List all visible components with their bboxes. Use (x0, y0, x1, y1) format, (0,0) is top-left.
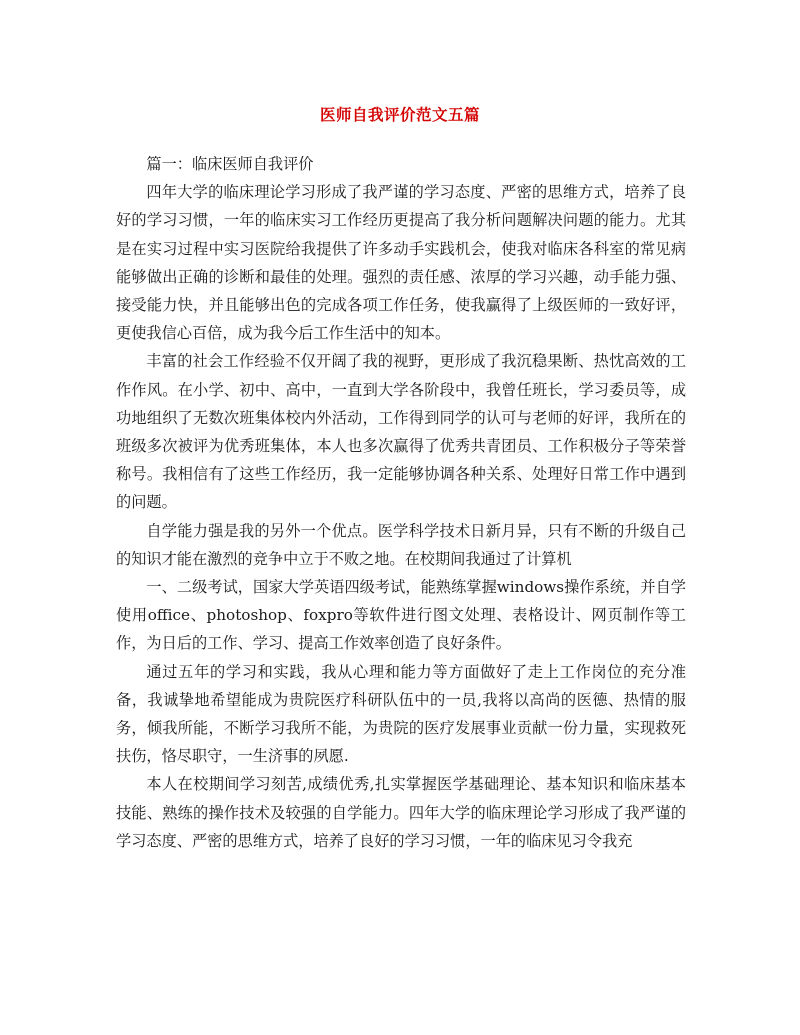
document-title: 医师自我评价范文五篇 (319, 105, 480, 124)
document-body (116, 150, 686, 855)
paragraph: 四年大学的临床理论学习形成了我严谨的学习态度、严密的思维方式，培养了良好的学习习惯，一年的临床实习工作经历更提高了我分析问题解决问题的能力。尤其是在实习过程中实习医院给我提供了许多动手实践机会，使我对临床各科室的常见病能够做出正确的诊断和最佳的处理。强烈的责任感、浓厚的学习兴趣，动手能力强、接受能力快，并且能够出色的完成各项工作任务，使我赢得了上级医师的一致好评，更使我信心百倍，成为我今后工作生活中的知本。 (116, 183, 686, 343)
paragraph: 自学能力强是我的另外一个优点。医学科学技术日新月异，只有不断的升级自己的知识才能在激烈的竞争中立于不败之地。在校期间我通过了计算机 (116, 521, 686, 568)
paragraph: 本人在校期间学习刻苦,成绩优秀,扎实掌握医学基础理论、基本知识和临床基本技能、熟练的操作技术及较强的自学能力。四年大学的临床理论学习形成了我严谨的学习态度、严密的思维方式，培养了良好的学习习惯，一年的临床见习令我充 (116, 775, 686, 850)
paragraph: 通过五年的学习和实践，我从心理和能力等方面做好了走上工作岗位的充分准备，我诚挚地希望能成为贵院医疗科研队伍中的一员,我将以高尚的医德、热情的服务，倾我所能，不断学习我所不能，为贵院的医疗发展事业贡献一份力量，实现救死扶伤，恪尽职守，一生济事的夙愿. (116, 662, 686, 766)
section-heading: 篇一：临床医师自我评价 (146, 155, 314, 173)
paragraph: 丰富的社会工作经验不仅开阔了我的视野，更形成了我沉稳果断、热忱高效的工作作风。在小学、初中、高中，一直到大学各阶段中，我曾任班长，学习委员等，成功地组织了无数次班集体校内外活动，工作得到同学的认可与老师的好评，我所在的班级多次被评为优秀班集体，本人也多次赢得了优秀共青团员、工作积极分子等荣誉称号。我相信有了这些工作经历，我一定能够协调各种关系、处理好日常工作中遇到的问题。 (116, 352, 686, 512)
paragraph: 一、二级考试，国家大学英语四级考试，能熟练掌握windows操作系统，并自学使用office、photoshop、foxpro等软件进行图文处理、表格设计、网页制作等工作，为日后的工作、学习、提高工作效率创造了良好条件。 (116, 578, 686, 653)
